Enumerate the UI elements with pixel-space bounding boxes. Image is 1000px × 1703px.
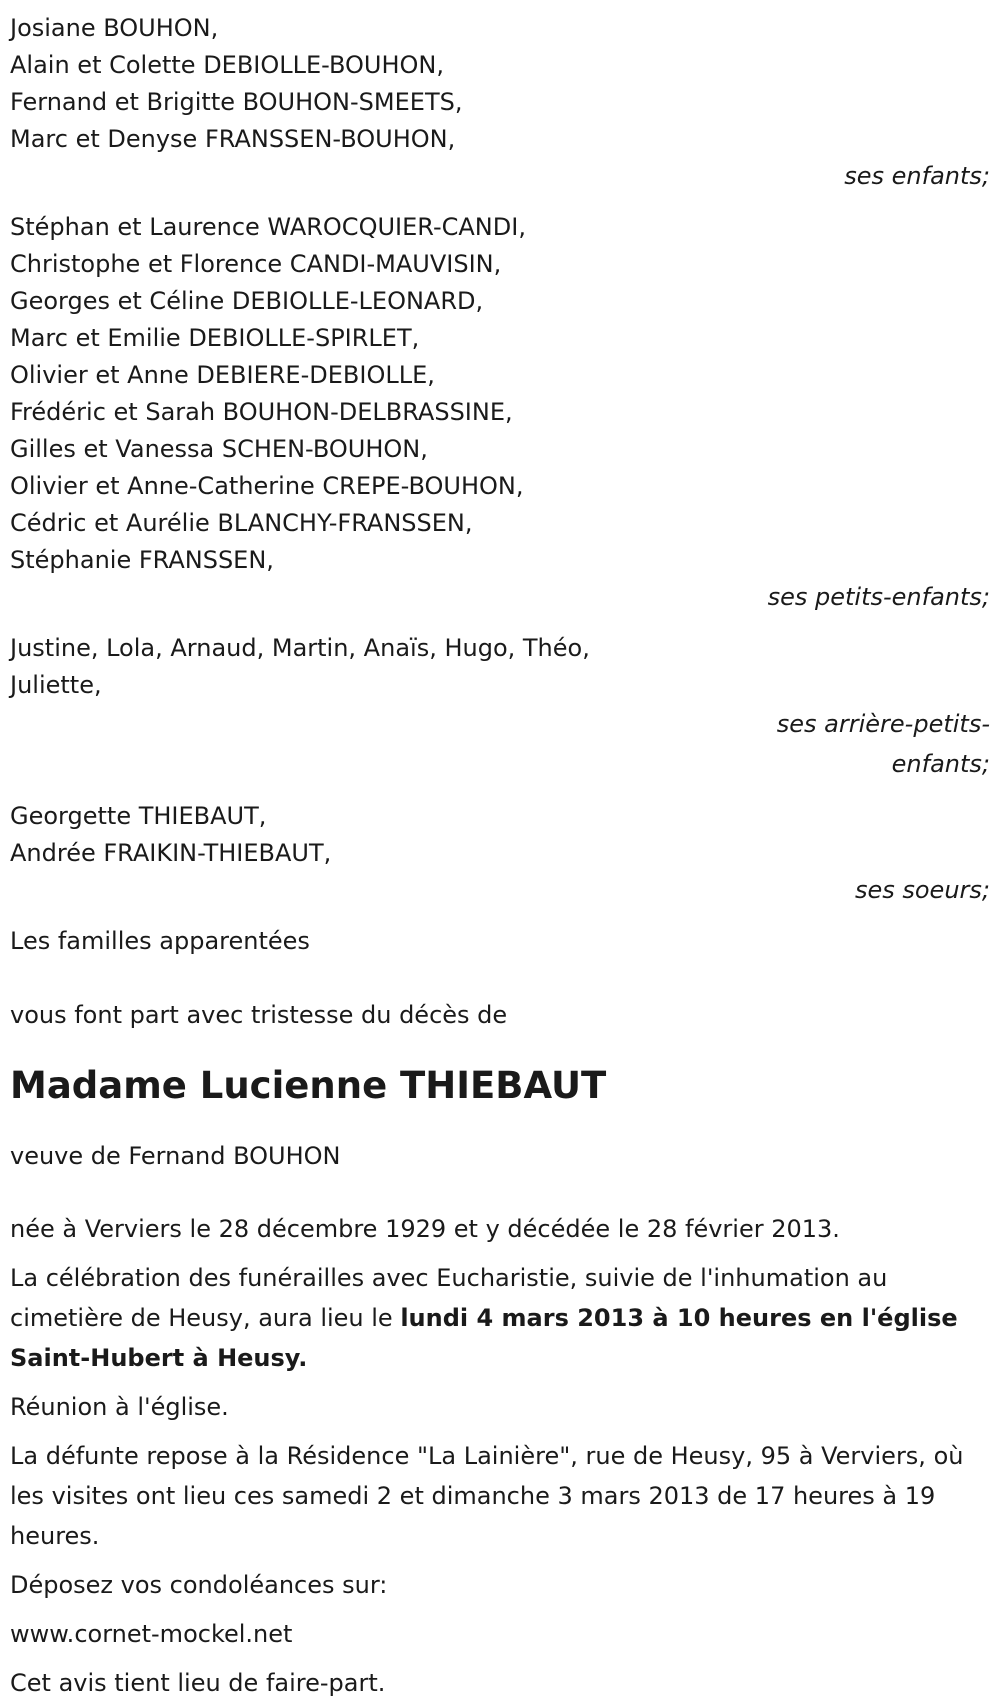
great-grandchildren-group [10, 630, 1000, 784]
role-label-children: ses enfants; [844, 162, 990, 190]
role-line: ses arrière-petits- [776, 710, 990, 738]
name-line: Fernand et Brigitte BOUHON-SMEETS, [10, 88, 463, 116]
announcement-line: vous font part avec tristesse du décès de [10, 1001, 508, 1029]
name-line: Juliette, [10, 671, 102, 699]
meeting-line: Réunion à l'église. [10, 1393, 229, 1421]
children-group [10, 10, 1000, 195]
families-line: Les familles apparentées [10, 927, 310, 955]
name-line: Georges et Céline DEBIOLLE-LEONARD, [10, 287, 484, 315]
name-line: Andrée FRAIKIN-THIEBAUT, [10, 839, 332, 867]
funeral-details [10, 1209, 985, 1703]
name-line: Frédéric et Sarah BOUHON-DELBRASSINE, [10, 398, 513, 426]
ceremony-intro: La célébration des funérailles avec Eucharistie, suivie de l'inhumation au cimetière de Heusy, aura lieu le [10, 1264, 888, 1332]
name-line: Marc et Denyse FRANSSEN-BOUHON, [10, 125, 456, 153]
name-line: Stéphan et Laurence WAROCQUIER-CANDI, [10, 213, 526, 241]
name-line: Josiane BOUHON, [10, 14, 219, 42]
name-line: Georgette THIEBAUT, [10, 802, 267, 830]
name-line: Stéphanie FRANSSEN, [10, 546, 274, 574]
rest-paragraph: La défunte repose à la Résidence "La Lainière", rue de Heusy, 95 à Verviers, où les visites ont lieu ces samedi 2 et dimanche 3 mars 2013 de 17 heures à 19 heures. [10, 1442, 964, 1550]
widow-line: veuve de Fernand BOUHON [10, 1142, 341, 1170]
sisters-group [10, 798, 1000, 909]
grandchildren-group [10, 209, 1000, 616]
name-line: Christophe et Florence CANDI-MAUVISIN, [10, 250, 502, 278]
website-link[interactable]: www.cornet-mockel.net [10, 1620, 293, 1648]
name-line: Marc et Emilie DEBIOLLE-SPIRLET, [10, 324, 420, 352]
name-line: Olivier et Anne DEBIERE-DEBIOLLE, [10, 361, 435, 389]
role-label-great-grandchildren [10, 704, 990, 784]
closing-line: Cet avis tient lieu de faire-part. [10, 1669, 386, 1697]
role-line: enfants; [891, 750, 990, 778]
birth-death-line: née à Verviers le 28 décembre 1929 et y décédée le 28 février 2013. [10, 1215, 840, 1243]
condolences-label: Déposez vos condoléances sur: [10, 1571, 388, 1599]
name-line: Cédric et Aurélie BLANCHY-FRANSSEN, [10, 509, 473, 537]
name-line: Olivier et Anne-Catherine CREPE-BOUHON, [10, 472, 524, 500]
role-label-grandchildren: ses petits-enfants; [767, 583, 990, 611]
role-label-sisters: ses soeurs; [854, 876, 990, 904]
name-line: Justine, Lola, Arnaud, Martin, Anaïs, Hugo, Théo, [10, 634, 590, 662]
name-line: Gilles et Vanessa SCHEN-BOUHON, [10, 435, 428, 463]
deceased-name: Madame Lucienne THIEBAUT [10, 1064, 607, 1107]
ceremony-date-place: lundi 4 mars 2013 à 10 heures en l'église Saint-Hubert à Heusy. [10, 1304, 958, 1372]
name-line: Alain et Colette DEBIOLLE-BOUHON, [10, 51, 445, 79]
ceremony-paragraph [10, 1258, 985, 1378]
